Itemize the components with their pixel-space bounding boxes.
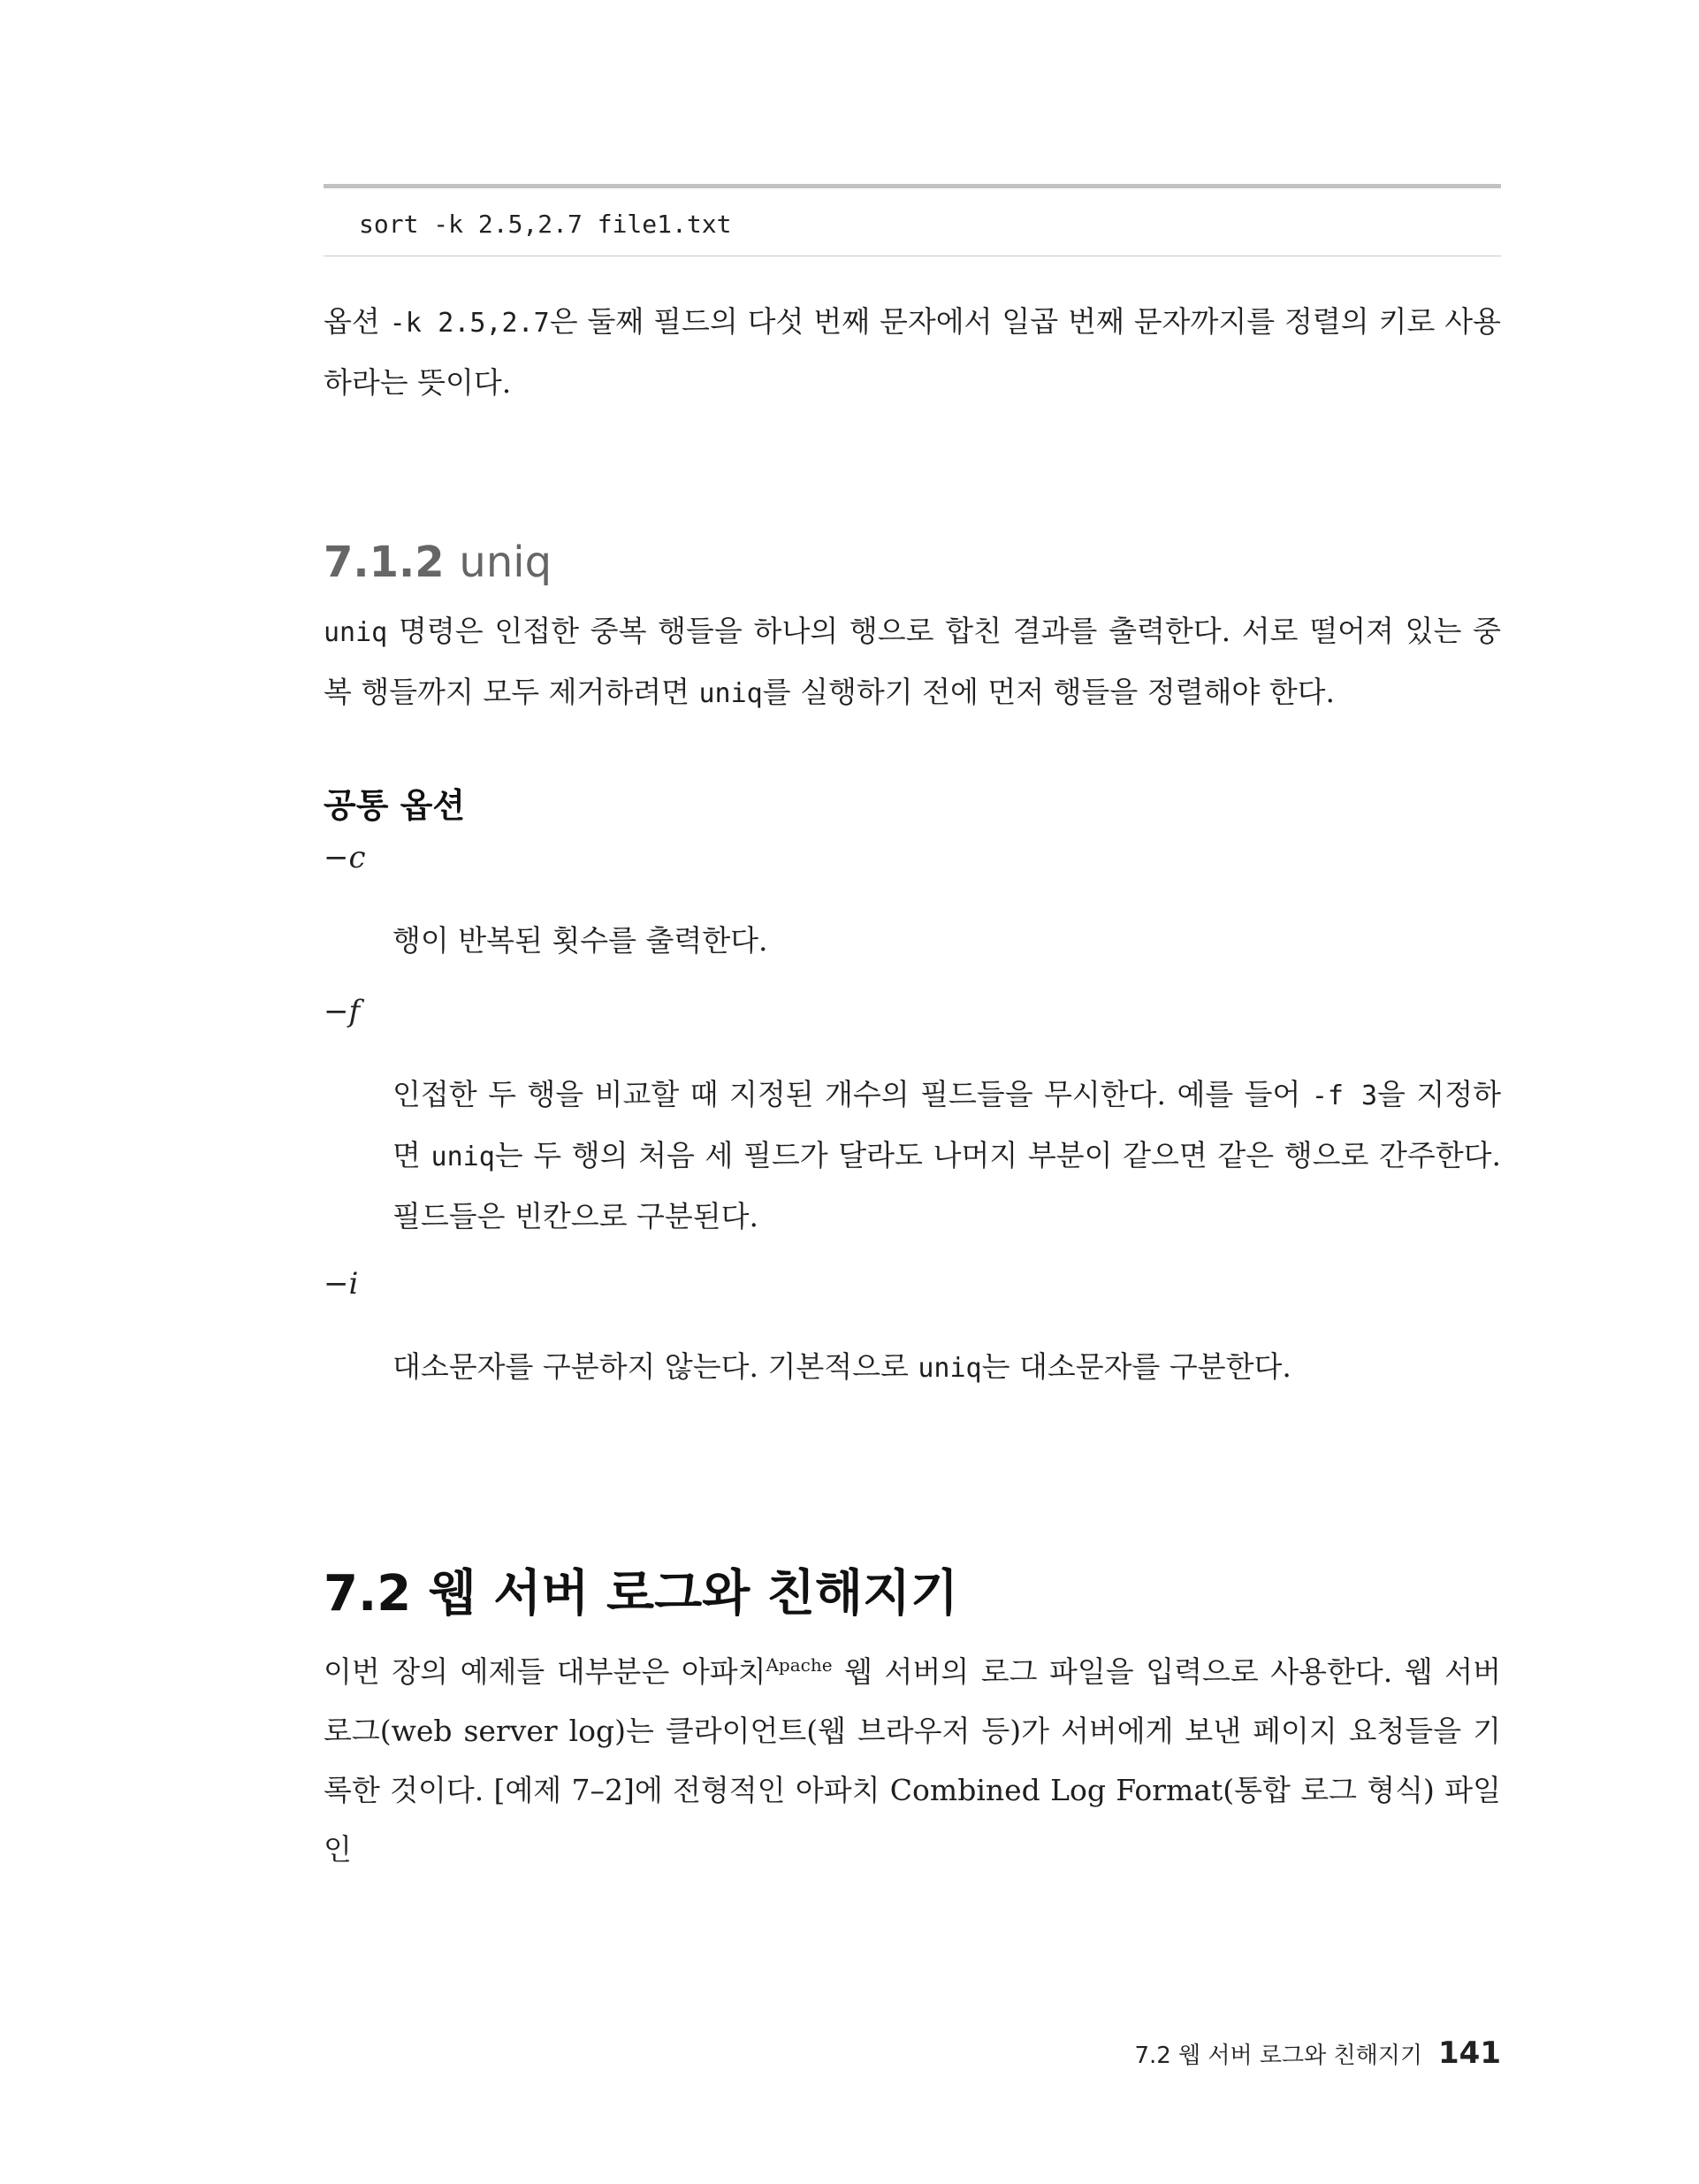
code-command: sort -k 2.5,2.7 file1.txt [359, 210, 732, 239]
option-i-label: −i [324, 1266, 359, 1302]
option-c-label: −c [324, 840, 366, 875]
section-heading-7-1-2 [324, 538, 552, 587]
inline-code: uniq [698, 678, 763, 709]
text: 인접한 두 행을 비교할 때 지정된 개수의 필드들을 무시한다. 예를 들어 [392, 1077, 1312, 1111]
section-heading-7-2 [324, 1554, 958, 1625]
inline-code: -k 2.5,2.7 [389, 308, 550, 339]
paragraph-web-log-intro [324, 1636, 1501, 1879]
text: 는 대소문자를 구분한다. [981, 1349, 1291, 1384]
inline-code: uniq [430, 1142, 495, 1172]
text: 를 실행하기 전에 먼저 행들을 정렬해야 한다. [762, 675, 1335, 709]
paragraph-uniq-intro [324, 601, 1501, 723]
option-f-description [392, 1065, 1501, 1246]
option-c-description: 행이 반복된 횟수를 출력한다. [392, 923, 768, 958]
text: 이번 장의 예제들 대부분은 아파치 [324, 1654, 766, 1689]
page-number: 141 [1438, 2035, 1501, 2071]
text: 웹 서버의 로그 파일을 입력으로 사용한다. 웹 서버 로그(web server log)는 클라이언트(웹 브라우저 등)가 서버에게 보낸 페이지 요청들을 기록한 것이다. [예제 7–2]에 전형적인 아파치 Combined Log Format(통합 로그 형식) 파일인 [324, 1654, 1501, 1867]
section-number: 7.2 [324, 1565, 412, 1623]
page-footer [1134, 2035, 1501, 2071]
section-title: 웹 서버 로그와 친해지기 [428, 1565, 959, 1623]
common-options-heading: 공통 옵션 [324, 786, 466, 825]
text: 명령은 인접한 중복 행들을 하나의 행으로 합친 결과를 출력한다. 서로 떨어져 있는 중복 행들까지 모두 제거하려면 [324, 614, 1501, 709]
inline-code: -f 3 [1311, 1081, 1378, 1111]
inline-code: uniq [324, 617, 388, 648]
inline-code: uniq [918, 1353, 982, 1384]
paragraph-sort-key [324, 292, 1501, 412]
option-i-description [392, 1337, 1501, 1398]
text: 은 둘째 필드의 다섯 번째 문자에서 일곱 번째 문자까지를 정렬의 키로 사용하라는 뜻이다. [324, 304, 1501, 400]
text: 대소문자를 구분하지 않는다. 기본적으로 [392, 1349, 918, 1384]
superscript-note: Apache [766, 1654, 833, 1676]
section-number: 7.1.2 [324, 538, 445, 587]
running-title: 7.2 웹 서버 로그와 친해지기 [1134, 2043, 1423, 2069]
section-name: uniq [459, 538, 552, 587]
text: 을 지정하면 [392, 1077, 1501, 1172]
text: 옵션 [324, 304, 390, 339]
code-block [324, 184, 1501, 256]
option-f-label: −f [324, 994, 361, 1029]
text: 는 두 행의 처음 세 필드가 달라도 나머지 부분이 같으면 같은 행으로 간주한다. 필드들은 빈칸으로 구분된다. [392, 1138, 1501, 1233]
